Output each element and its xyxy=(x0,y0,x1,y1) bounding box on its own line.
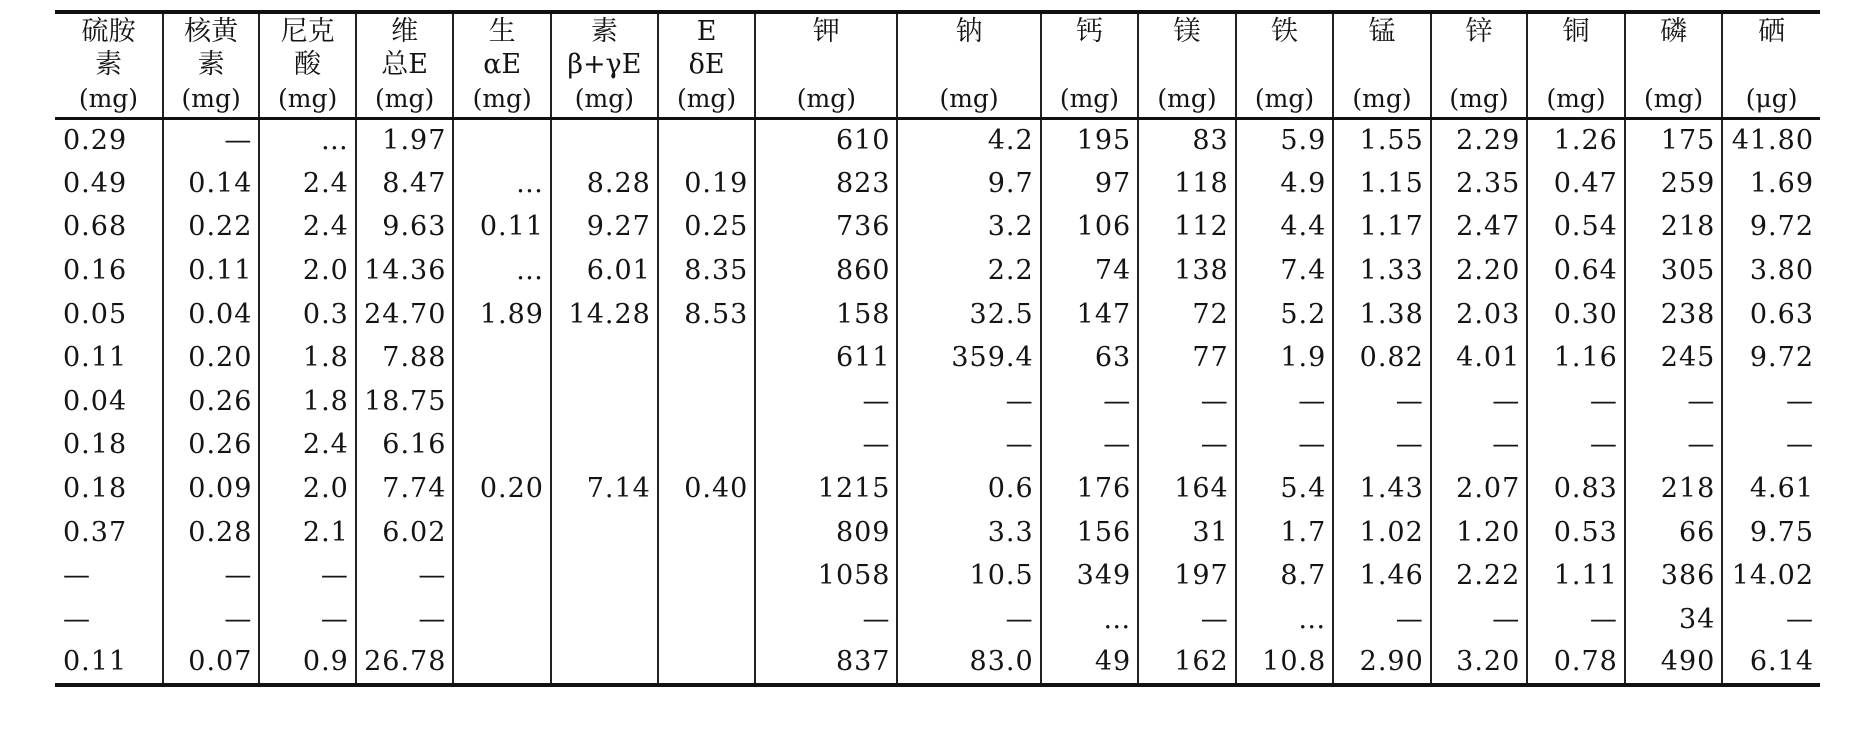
column-header-cell: 钾 xyxy=(755,12,897,48)
table-cell: 138 xyxy=(1138,249,1236,293)
table-cell: 195 xyxy=(1041,118,1139,162)
table-cell: 2.35 xyxy=(1431,162,1527,206)
table-cell xyxy=(453,423,551,467)
table-cell: … xyxy=(453,249,551,293)
table-cell: — xyxy=(1527,423,1625,467)
table-cell: 736 xyxy=(755,205,897,249)
table-row xyxy=(55,423,1820,467)
column-header-cell: E xyxy=(658,12,756,48)
table-cell: 218 xyxy=(1625,467,1723,511)
table-cell: 158 xyxy=(755,292,897,336)
table-cell: 837 xyxy=(755,641,897,685)
column-header-cell: (mg) xyxy=(658,81,756,118)
column-header-cell: δE xyxy=(658,48,756,81)
table-cell: 2.4 xyxy=(259,162,355,206)
table-cell xyxy=(551,510,658,554)
table-cell: 1.46 xyxy=(1333,554,1431,598)
table-cell: 63 xyxy=(1041,336,1139,380)
table-cell: 1215 xyxy=(755,467,897,511)
table-cell: 9.72 xyxy=(1722,336,1820,380)
table-cell: 162 xyxy=(1138,641,1236,685)
table-cell: 259 xyxy=(1625,162,1723,206)
table-cell xyxy=(551,118,658,162)
table-cell: 0.26 xyxy=(163,380,259,424)
table-cell: … xyxy=(259,118,355,162)
table-cell: 2.29 xyxy=(1431,118,1527,162)
table-cell xyxy=(551,380,658,424)
table-cell: 1.16 xyxy=(1527,336,1625,380)
column-header-cell: 锌 xyxy=(1431,12,1527,48)
table-cell: 8.53 xyxy=(658,292,756,336)
table-cell: 0.83 xyxy=(1527,467,1625,511)
table-cell: — xyxy=(63,603,91,635)
nutrient-table xyxy=(55,10,1820,687)
table-cell: 5.4 xyxy=(1236,467,1334,511)
column-header-cell xyxy=(1625,48,1723,81)
table-cell: 1.43 xyxy=(1333,467,1431,511)
table-cell: 34 xyxy=(1625,598,1723,642)
table-cell: 0.07 xyxy=(163,641,259,685)
table-cell: 72 xyxy=(1138,292,1236,336)
table-cell: 823 xyxy=(755,162,897,206)
column-header-cell xyxy=(1333,48,1431,81)
table-cell: 176 xyxy=(1041,467,1139,511)
table-cell: 7.74 xyxy=(356,467,454,511)
table-cell xyxy=(453,380,551,424)
table-cell: 0.09 xyxy=(163,467,259,511)
table-cell: — xyxy=(897,598,1040,642)
table-cell xyxy=(453,336,551,380)
column-header-cell: (mg) xyxy=(55,81,163,118)
table-cell xyxy=(453,510,551,554)
table-cell: 0.11 xyxy=(453,205,551,249)
table-cell xyxy=(658,118,756,162)
table-cell xyxy=(658,423,756,467)
table-cell: 6.14 xyxy=(1722,641,1820,685)
table-cell: 156 xyxy=(1041,510,1139,554)
table-cell: 83.0 xyxy=(897,641,1040,685)
table-cell: 0.68 xyxy=(63,211,128,243)
column-header-cell: (mg) xyxy=(755,81,897,118)
table-cell: 8.7 xyxy=(1236,554,1334,598)
table-cell xyxy=(658,554,756,598)
table-cell: — xyxy=(163,554,259,598)
table-cell xyxy=(551,554,658,598)
column-header-cell: 素 xyxy=(94,49,122,80)
column-header-cell: (mg) xyxy=(1041,81,1139,118)
table-cell: 14.02 xyxy=(1722,554,1820,598)
table-cell: 1.11 xyxy=(1527,554,1625,598)
table-cell: 218 xyxy=(1625,205,1723,249)
table-cell: 1.38 xyxy=(1333,292,1431,336)
table-cell: 175 xyxy=(1625,118,1723,162)
table-cell: — xyxy=(1722,423,1820,467)
table-cell: 8.35 xyxy=(658,249,756,293)
table-cell: 97 xyxy=(1041,162,1139,206)
nutrient-table-container xyxy=(55,10,1820,687)
table-cell: 5.2 xyxy=(1236,292,1334,336)
table-cell: 8.47 xyxy=(356,162,454,206)
column-header-cell: (mg) xyxy=(1625,81,1723,118)
column-header-cell: 生 xyxy=(453,12,551,48)
table-cell xyxy=(551,598,658,642)
table-cell: 809 xyxy=(755,510,897,554)
table-cell: 2.1 xyxy=(259,510,355,554)
table-body xyxy=(55,118,1820,685)
table-cell: 2.0 xyxy=(259,467,355,511)
table-cell: 3.3 xyxy=(897,510,1040,554)
table-cell: 359.4 xyxy=(897,336,1040,380)
table-row xyxy=(55,641,1820,685)
table-cell: 0.11 xyxy=(163,249,259,293)
header-label-row xyxy=(55,12,1820,48)
table-cell: — xyxy=(1527,598,1625,642)
table-cell: 7.14 xyxy=(551,467,658,511)
table-cell xyxy=(453,554,551,598)
table-cell: 41.80 xyxy=(1722,118,1820,162)
table-cell: 0.9 xyxy=(259,641,355,685)
table-cell: 14.28 xyxy=(551,292,658,336)
table-cell: 0.22 xyxy=(163,205,259,249)
table-cell: — xyxy=(1431,423,1527,467)
table-cell: 2.4 xyxy=(259,423,355,467)
table-cell: 10.8 xyxy=(1236,641,1334,685)
table-cell: 3.80 xyxy=(1722,249,1820,293)
column-header-cell: 硒 xyxy=(1722,12,1820,48)
table-cell: 0.11 xyxy=(55,641,163,685)
table-cell: — xyxy=(755,598,897,642)
table-cell: 32.5 xyxy=(897,292,1040,336)
table-cell: 9.7 xyxy=(897,162,1040,206)
table-cell: 0.37 xyxy=(63,516,128,548)
table-cell: 9.75 xyxy=(1722,510,1820,554)
table-cell: 0.04 xyxy=(63,385,128,417)
table-cell: 305 xyxy=(1625,249,1723,293)
table-cell: 26.78 xyxy=(356,641,454,685)
table-row xyxy=(55,554,1820,598)
table-cell: 860 xyxy=(755,249,897,293)
column-header-cell: β+γE xyxy=(551,48,658,81)
table-cell: 2.07 xyxy=(1431,467,1527,511)
table-cell: 2.90 xyxy=(1333,641,1431,685)
table-cell: 0.20 xyxy=(453,467,551,511)
table-cell: 9.63 xyxy=(356,205,454,249)
table-cell: — xyxy=(1138,423,1236,467)
table-cell: 2.2 xyxy=(897,249,1040,293)
table-cell: 5.9 xyxy=(1236,118,1334,162)
table-cell: 0.19 xyxy=(658,162,756,206)
table-cell: 74 xyxy=(1041,249,1139,293)
column-header-cell: (mg) xyxy=(1138,81,1236,118)
table-cell: 0.49 xyxy=(63,167,128,199)
column-header-cell: 铜 xyxy=(1527,12,1625,48)
column-header-cell xyxy=(1041,48,1139,81)
table-cell: 112 xyxy=(1138,205,1236,249)
table-cell: — xyxy=(1236,380,1334,424)
table-cell: 3.20 xyxy=(1431,641,1527,685)
table-cell: … xyxy=(453,162,551,206)
header-unit-row xyxy=(55,81,1820,118)
table-cell: — xyxy=(1041,380,1139,424)
column-header-cell: (mg) xyxy=(1333,81,1431,118)
table-cell: 2.4 xyxy=(259,205,355,249)
column-header-cell: 镁 xyxy=(1138,12,1236,48)
column-header-cell xyxy=(1236,48,1334,81)
table-cell: 1.97 xyxy=(356,118,454,162)
table-cell: 9.72 xyxy=(1722,205,1820,249)
column-header-cell: (mg) xyxy=(1431,81,1527,118)
table-cell xyxy=(453,118,551,162)
column-header-cell: 尼克 xyxy=(259,12,355,48)
table-row xyxy=(55,162,1820,206)
table-cell: 4.2 xyxy=(897,118,1040,162)
table-cell: 2.47 xyxy=(1431,205,1527,249)
table-cell: 0.29 xyxy=(63,125,128,157)
column-header-cell: 核黄 xyxy=(163,12,259,48)
table-cell: 6.02 xyxy=(356,510,454,554)
column-header-cell: (mg) xyxy=(453,81,551,118)
table-cell: 0.30 xyxy=(1527,292,1625,336)
table-cell: 0.05 xyxy=(63,298,128,330)
table-cell: 0.28 xyxy=(163,510,259,554)
column-header-cell: (mg) xyxy=(259,81,355,118)
table-cell: 77 xyxy=(1138,336,1236,380)
table-cell: 0.26 xyxy=(163,423,259,467)
table-cell: 1.7 xyxy=(1236,510,1334,554)
table-cell: 0.78 xyxy=(1527,641,1625,685)
table-cell: 7.88 xyxy=(356,336,454,380)
table-cell: 83 xyxy=(1138,118,1236,162)
table-cell: 2.20 xyxy=(1431,249,1527,293)
table-cell xyxy=(551,641,658,685)
column-header-cell xyxy=(897,48,1040,81)
table-cell: 106 xyxy=(1041,205,1139,249)
table-cell: 610 xyxy=(755,118,897,162)
table-cell: 386 xyxy=(1625,554,1723,598)
table-cell: — xyxy=(259,554,355,598)
table-cell xyxy=(658,641,756,685)
table-cell: 1.17 xyxy=(1333,205,1431,249)
column-header-cell: (mg) xyxy=(356,81,454,118)
table-cell: 164 xyxy=(1138,467,1236,511)
table-cell: — xyxy=(1333,598,1431,642)
column-header-cell: 钙 xyxy=(1041,12,1139,48)
table-cell: 4.61 xyxy=(1722,467,1820,511)
table-cell: 0.18 xyxy=(63,473,128,505)
column-header-cell xyxy=(755,48,897,81)
table-cell: — xyxy=(897,380,1040,424)
table-cell: 66 xyxy=(1625,510,1723,554)
table-cell: 0.11 xyxy=(63,342,128,374)
column-header-cell xyxy=(1431,48,1527,81)
table-cell: — xyxy=(755,423,897,467)
table-cell xyxy=(658,510,756,554)
table-cell: 24.70 xyxy=(356,292,454,336)
table-cell: — xyxy=(1722,598,1820,642)
table-cell xyxy=(658,598,756,642)
table-cell: 1.55 xyxy=(1333,118,1431,162)
table-cell: — xyxy=(1041,423,1139,467)
table-row xyxy=(55,598,1820,642)
table-cell xyxy=(551,423,658,467)
column-header-cell: 总E xyxy=(356,48,454,81)
table-cell: 1.8 xyxy=(259,336,355,380)
table-cell: — xyxy=(163,598,259,642)
table-row xyxy=(55,249,1820,293)
table-row xyxy=(55,467,1820,511)
table-cell xyxy=(453,641,551,685)
table-cell: 0.16 xyxy=(63,255,128,287)
table-cell: 1058 xyxy=(755,554,897,598)
column-header-cell: 硫胺 xyxy=(55,12,163,48)
table-cell: 1.26 xyxy=(1527,118,1625,162)
table-cell: 0.63 xyxy=(1722,292,1820,336)
column-header-cell: 维 xyxy=(356,12,454,48)
table-cell: — xyxy=(259,598,355,642)
table-cell: 611 xyxy=(755,336,897,380)
column-header-cell xyxy=(1722,48,1820,81)
table-cell: — xyxy=(356,554,454,598)
table-cell: 0.64 xyxy=(1527,249,1625,293)
table-cell: — xyxy=(1138,598,1236,642)
table-cell: — xyxy=(897,423,1040,467)
table-cell xyxy=(453,598,551,642)
table-cell: — xyxy=(755,380,897,424)
table-cell xyxy=(658,380,756,424)
column-header-cell: 素 xyxy=(551,12,658,48)
column-header-cell: 酸 xyxy=(259,48,355,81)
column-header-cell: 锰 xyxy=(1333,12,1431,48)
table-cell: 7.4 xyxy=(1236,249,1334,293)
column-header-cell: 钠 xyxy=(897,12,1040,48)
table-cell: 6.16 xyxy=(356,423,454,467)
column-header-cell: (mg) xyxy=(897,81,1040,118)
table-row xyxy=(55,292,1820,336)
table-cell: 0.04 xyxy=(163,292,259,336)
table-cell: 490 xyxy=(1625,641,1723,685)
table-cell: 0.18 xyxy=(63,429,128,461)
table-row xyxy=(55,380,1820,424)
table-cell: — xyxy=(1333,380,1431,424)
table-cell: — xyxy=(1625,380,1723,424)
column-header-cell: 铁 xyxy=(1236,12,1334,48)
table-cell: 197 xyxy=(1138,554,1236,598)
table-cell: 0.20 xyxy=(163,336,259,380)
column-header-cell: αE xyxy=(453,48,551,81)
table-cell: 18.75 xyxy=(356,380,454,424)
table-cell: — xyxy=(1625,423,1723,467)
table-cell: — xyxy=(1431,380,1527,424)
table-cell: 2.03 xyxy=(1431,292,1527,336)
header-label-row-2 xyxy=(55,48,1820,81)
table-row xyxy=(55,205,1820,249)
table-cell: 8.28 xyxy=(551,162,658,206)
table-header xyxy=(55,12,1820,118)
table-row xyxy=(55,336,1820,380)
table-cell: 2.0 xyxy=(259,249,355,293)
column-header-cell xyxy=(1527,48,1625,81)
table-cell: — xyxy=(63,560,91,592)
table-cell: 31 xyxy=(1138,510,1236,554)
table-cell: 0.47 xyxy=(1527,162,1625,206)
table-cell: 0.54 xyxy=(1527,205,1625,249)
table-cell: 9.27 xyxy=(551,205,658,249)
table-cell: 4.9 xyxy=(1236,162,1334,206)
column-header-cell: (μg) xyxy=(1722,81,1820,118)
table-cell: 147 xyxy=(1041,292,1139,336)
column-header-cell: 素 xyxy=(163,48,259,81)
table-cell: — xyxy=(163,118,259,162)
column-header-cell: (mg) xyxy=(163,81,259,118)
table-cell: 1.89 xyxy=(453,292,551,336)
column-header-cell: (mg) xyxy=(551,81,658,118)
table-cell: — xyxy=(1138,380,1236,424)
table-row xyxy=(55,510,1820,554)
table-cell: 1.20 xyxy=(1431,510,1527,554)
table-cell: 6.01 xyxy=(551,249,658,293)
table-cell xyxy=(658,336,756,380)
table-cell: 1.02 xyxy=(1333,510,1431,554)
table-cell: … xyxy=(1236,598,1334,642)
table-cell: 1.33 xyxy=(1333,249,1431,293)
table-cell: — xyxy=(1236,423,1334,467)
table-cell: 4.4 xyxy=(1236,205,1334,249)
table-cell: 49 xyxy=(1041,641,1139,685)
table-cell: 4.01 xyxy=(1431,336,1527,380)
column-header-cell: (mg) xyxy=(1236,81,1334,118)
table-cell: — xyxy=(1527,380,1625,424)
table-cell: — xyxy=(1722,380,1820,424)
table-cell: 349 xyxy=(1041,554,1139,598)
table-cell: — xyxy=(356,598,454,642)
table-cell: 3.2 xyxy=(897,205,1040,249)
table-cell: 0.25 xyxy=(658,205,756,249)
column-header-cell: (mg) xyxy=(1527,81,1625,118)
table-cell xyxy=(551,336,658,380)
table-cell: 2.22 xyxy=(1431,554,1527,598)
column-header-cell: 磷 xyxy=(1625,12,1723,48)
table-cell: 0.40 xyxy=(658,467,756,511)
table-cell: — xyxy=(1333,423,1431,467)
table-cell: 14.36 xyxy=(356,249,454,293)
table-cell: 0.6 xyxy=(897,467,1040,511)
table-cell: 118 xyxy=(1138,162,1236,206)
column-header-cell xyxy=(1138,48,1236,81)
table-cell: 10.5 xyxy=(897,554,1040,598)
table-cell: 238 xyxy=(1625,292,1723,336)
table-cell: 1.8 xyxy=(259,380,355,424)
table-cell: … xyxy=(1041,598,1139,642)
table-cell: 1.9 xyxy=(1236,336,1334,380)
table-cell: 0.82 xyxy=(1333,336,1431,380)
table-cell: 1.69 xyxy=(1722,162,1820,206)
table-cell: 245 xyxy=(1625,336,1723,380)
table-cell: 0.3 xyxy=(259,292,355,336)
table-row xyxy=(55,118,1820,162)
table-cell: 0.53 xyxy=(1527,510,1625,554)
table-cell: 1.15 xyxy=(1333,162,1431,206)
table-cell: 0.14 xyxy=(163,162,259,206)
table-cell: — xyxy=(1431,598,1527,642)
